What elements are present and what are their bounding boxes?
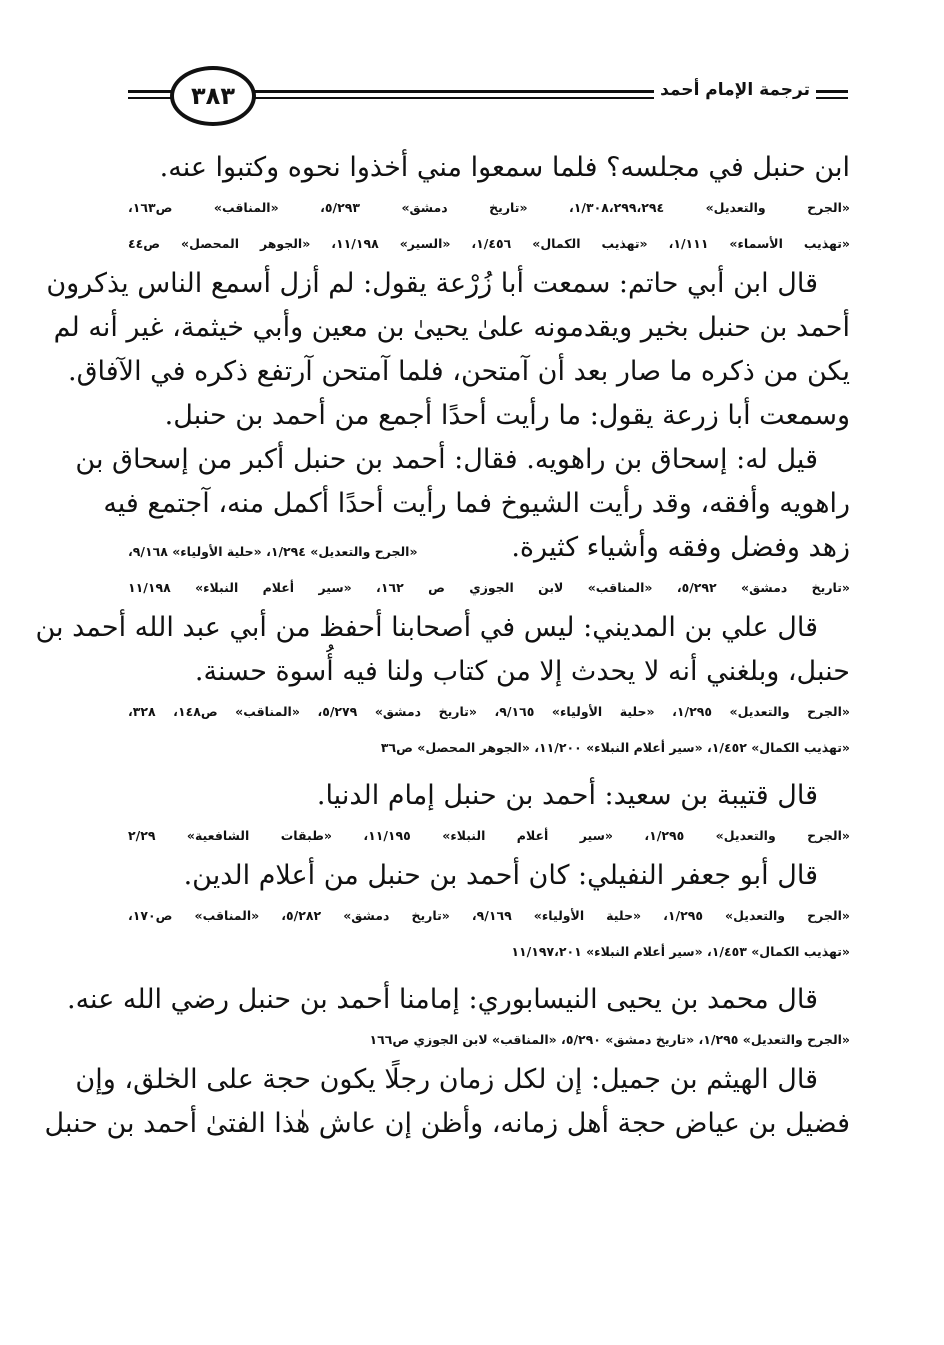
reference-line: «تاريخ دمشق» ٥/٢٩٢، «المناقب» لابن الجوزي ص ١٦٢، «سير أعلام النبلاء» ١١/١٩٨	[128, 580, 850, 595]
text-line: قيل له: إسحاق بن راهويه. فقال: أحمد بن حنبل أكبر من إسحاق بن	[75, 444, 818, 475]
reference-line: «تهذيب الكمال» ١/٤٥٣، «سير أعلام النبلاء» ١١/١٩٧،٢٠١	[511, 944, 850, 959]
reference-line: «تهذيب الكمال» ١/٤٥٢، «سير أعلام النبلاء» ١١/٢٠٠، «الجوهر المحصل» ص٣٦	[380, 740, 850, 755]
reference-line: «الجرح والتعديل» ١/٣٠٨،٢٩٩،٢٩٤، «تاريخ دمشق» ٥/٢٩٣، «المناقب» ص١٦٣،	[128, 200, 850, 215]
text-line: فضيل بن عياض حجة أهل زمانه، وأظن إن عاش هٰذا الفتىٰ أحمد بن حنبل	[44, 1108, 850, 1139]
text-line: قال ابن أبي حاتم: سمعت أبا زُرْعة يقول: لم أزل أسمع الناس يذكرون	[46, 268, 818, 299]
reference-line: «الجرح والتعديل» ١/٢٩٥، «سير أعلام النبلاء» ١١/١٩٥، «طبقات الشافعية» ٢/٢٩	[128, 828, 850, 843]
text-segment: زهد وفضل وفقه وأشياء كثيرة.	[511, 532, 850, 563]
text-line: قال قتيبة بن سعيد: أحمد بن حنبل إمام الدنيا.	[316, 780, 818, 811]
reference-line: «الجرح والتعديل» ١/٢٩٥، «تاريخ دمشق» ٥/٢٩٠، «المناقب» لابن الجوزي ص١٦٦	[369, 1032, 850, 1047]
text-line: وسمعت أبا زرعة يقول: ما رأيت أحدًا أجمع من أحمد بن حنبل.	[164, 400, 850, 431]
text-line: قال علي بن المديني: ليس في أصحابنا أحفظ من أبي عبد الله أحمد بن	[35, 612, 818, 643]
page-number: ٣٨٣	[170, 66, 256, 126]
header-rule-left-top	[128, 90, 174, 93]
text-line: قال الهيثم بن جميل: إن لكل زمان رجلًا يكون حجة على الخلق، وإن	[75, 1064, 818, 1095]
text-line: حنبل، وبلغني أنه لا يحدث إلا من كتاب ولنا فيه أُسوة حسنة.	[194, 656, 850, 687]
text-line: راهويه وأفقه، وقد رأيت الشيوخ فما رأيت أحدًا أكمل منه، آجتمع فيه	[103, 488, 850, 519]
text-line: قال أبو جعفر النفيلي: كان أحمد بن حنبل من أعلام الدين.	[183, 860, 818, 891]
text-line: يكن من ذكره ما صار بعد أن آمتحن، فلما آمتحن آرتفع ذكره في الآفاق.	[68, 356, 850, 387]
text-with-reference-line	[128, 526, 850, 570]
reference-line: «الجرح والتعديل» ١/٢٩٥، «حلية الأولياء» ٩/١٦٥، «تاريخ دمشق» ٥/٢٧٩، «المناقب» ص١٤٨، ٣٢٨،	[128, 704, 850, 719]
running-title: ترجمة الإمام أحمد	[654, 80, 816, 100]
reference-line: «تهذيب الأسماء» ١/١١١، «تهذيب الكمال» ١/٤٥٦، «السير» ١١/١٩٨، «الجوهر المحصل» ص٤٤	[128, 236, 850, 251]
reference-line: «الجرح والتعديل» ١/٢٩٥، «حلية الأولياء» ٩/١٦٩، «تاريخ دمشق» ٥/٢٨٢، «المناقب» ص١٧٠،	[128, 908, 850, 923]
text-line: ابن حنبل في مجلسه؟ فلما سمعوا مني أخذوا نحوه وكتبوا عنه.	[159, 152, 850, 183]
reference-segment: «الجرح والتعديل» ١/٢٩٤، «حلية الأولياء» ٩/١٦٨،	[128, 544, 418, 559]
text-line: أحمد بن حنبل بخير ويقدمونه علىٰ يحيىٰ بن معين وأبي خيثمة، غير أنه لم	[53, 312, 850, 343]
page-body	[35, 146, 850, 1146]
text-line: قال محمد بن يحيى النيسابوري: إمامنا أحمد بن حنبل رضي الله عنه.	[67, 984, 818, 1015]
page-header	[128, 66, 848, 130]
header-rule-left-bottom	[128, 97, 174, 99]
